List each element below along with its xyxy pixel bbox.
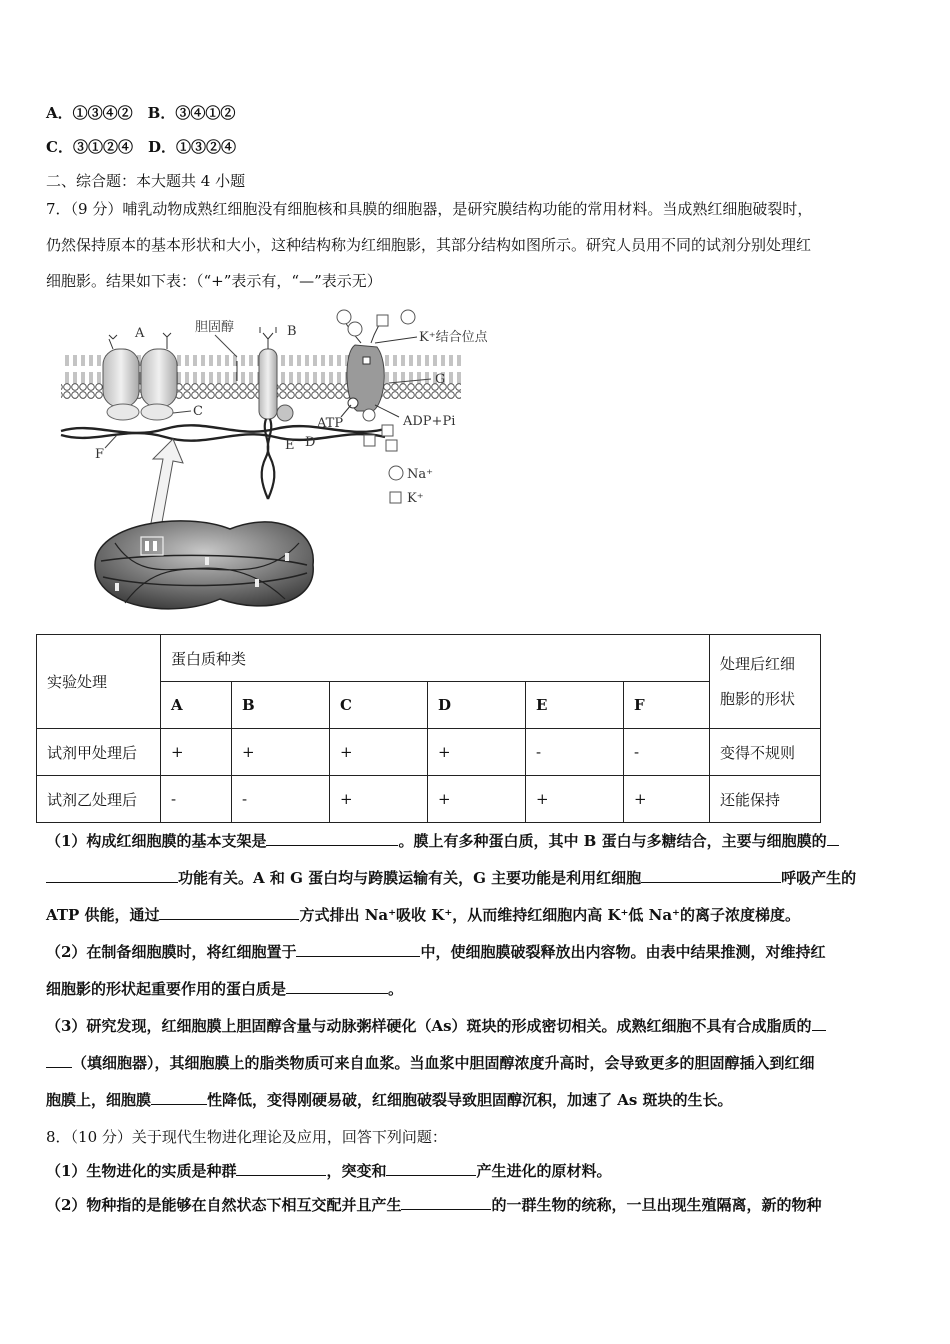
label-adp: ADP+Pi xyxy=(403,414,456,429)
label-e: E xyxy=(285,438,295,453)
header-protein-b: B xyxy=(232,682,330,729)
row-label: 试剂乙处理后 xyxy=(37,776,161,823)
header-protein-a: A xyxy=(161,682,232,729)
answer-blank[interactable] xyxy=(151,1090,207,1105)
q7-part2-line-2: 细胞影的形状起重要作用的蛋白质是 。 xyxy=(46,980,404,998)
q7-part2-line-1: （2）在制备细胞膜时，将红细胞置于 中，使细胞膜破裂释放出内容物。由表中结果推测，对维持红 xyxy=(46,943,826,961)
row-shape: 还能保持 xyxy=(710,776,821,823)
header-shape xyxy=(710,635,821,729)
header-shape-line-2: 胞影的形状 xyxy=(720,689,796,708)
table-cell: + xyxy=(232,729,330,776)
table-cell: + xyxy=(526,776,624,823)
legend-na-symbol xyxy=(389,466,403,480)
answer-blank[interactable] xyxy=(386,1161,476,1176)
table-cell: - xyxy=(161,776,232,823)
protein-d xyxy=(277,405,293,421)
answer-blank[interactable] xyxy=(401,1195,491,1210)
table-row xyxy=(37,776,821,823)
table-cell: + xyxy=(330,776,428,823)
label-d: D xyxy=(305,435,316,450)
q7-part1-line-3: ATP 供能，通过 方式排出 Na⁺吸收 K⁺，从而维持红细胞内高 K⁺低 Na⁺的离子浓度梯度。 xyxy=(46,906,800,924)
table-cell: + xyxy=(330,729,428,776)
q7-intro-line-3: 细胞影。结果如下表：（“+”表示有，“—”表示无） xyxy=(46,272,382,290)
header-protein-d: D xyxy=(428,682,526,729)
red-cell-illustration xyxy=(95,521,313,609)
legend-na-label: Na⁺ xyxy=(407,467,433,482)
q7-intro-line-2: 仍然保持原本的基本形状和大小，这种结构称为红细胞影，其部分结构如图所示。研究人员用不同的试剂分别处理红 xyxy=(46,236,812,254)
legend-k-label: K⁺ xyxy=(407,491,424,506)
answer-blank[interactable] xyxy=(46,868,178,883)
results-table xyxy=(36,634,821,823)
table-cell: - xyxy=(526,729,624,776)
protein-b xyxy=(259,349,277,419)
answer-blank[interactable] xyxy=(812,1016,826,1031)
label-a: A xyxy=(135,326,145,341)
answer-blank[interactable] xyxy=(159,905,299,920)
table-cell: + xyxy=(428,729,526,776)
q7-part1-line-1: （1）构成红细胞膜的基本支架是 。膜上有多种蛋白质，其中 B 蛋白与多糖结合，主要与细胞膜的 xyxy=(46,830,839,851)
header-shape-line-1: 处理后红细 xyxy=(720,654,796,673)
label-f: F xyxy=(95,447,105,462)
answer-blank[interactable] xyxy=(827,831,839,846)
q7-intro-line-1: 7．（9 分）哺乳动物成熟红细胞没有细胞核和具膜的细胞器，是研究膜结构功能的常用材料。当成熟红细胞破裂时， xyxy=(46,200,813,218)
table-cell: + xyxy=(161,729,232,776)
q7-part3-line-1: （3）研究发现，红细胞膜上胆固醇含量与动脉粥样硬化（As）斑块的形成密切相关。成熟红细胞不具有合成脂质的 xyxy=(46,1015,826,1036)
table-cell: - xyxy=(624,729,710,776)
q8-intro: 8．（10 分）关于现代生物进化理论及应用，回答下列问题： xyxy=(46,1128,447,1146)
header-protein-c: C xyxy=(330,682,428,729)
label-b: B xyxy=(287,324,297,339)
legend-k-symbol xyxy=(390,492,401,503)
label-cholesterol: 胆固醇 xyxy=(195,320,235,335)
q7-part3-line-3: 胞膜上，细胞膜 性降低，变得刚硬易破，红细胞破裂导致胆固醇沉积，加速了 As 斑块的生长。 xyxy=(46,1091,733,1109)
protein-a xyxy=(103,349,139,407)
row-shape: 变得不规则 xyxy=(710,729,821,776)
row-label: 试剂甲处理后 xyxy=(37,729,161,776)
label-g: G xyxy=(435,372,446,387)
answer-blank[interactable] xyxy=(286,979,388,994)
label-atp: ATP xyxy=(317,416,344,431)
label-k-site: K⁺结合位点 xyxy=(419,330,488,345)
header-protein-e: E xyxy=(526,682,624,729)
answer-blank[interactable] xyxy=(296,942,420,957)
membrane-diagram xyxy=(55,303,535,621)
q8-part1: （1）生物进化的实质是种群 ，突变和 产生进化的原材料。 xyxy=(46,1162,612,1180)
answer-blank[interactable] xyxy=(46,1053,72,1068)
header-treatment: 实验处理 xyxy=(37,635,161,729)
table-cell: + xyxy=(428,776,526,823)
answer-blank[interactable] xyxy=(266,831,398,846)
answer-blank[interactable] xyxy=(236,1161,326,1176)
q8-part2: （2）物种指的是能够在自然状态下相互交配并且产生 的一群生物的统称，一旦出现生殖隔离，新的物种 xyxy=(46,1196,822,1214)
label-c: C xyxy=(193,404,203,419)
option-line-1: A．①③④② B．③④①② xyxy=(46,104,236,122)
table-cell: - xyxy=(232,776,330,823)
table-cell: + xyxy=(624,776,710,823)
protein-c xyxy=(107,404,139,420)
table-row xyxy=(37,729,821,776)
header-protein-f: F xyxy=(624,682,710,729)
header-protein-types: 蛋白质种类 xyxy=(161,635,710,682)
q7-part1-line-2: 功能有关。A 和 G 蛋白均与跨膜运输有关，G 主要功能是利用红细胞 呼吸产生的 xyxy=(46,867,856,888)
q7-part3-line-2: （填细胞器），其细胞膜上的脂类物质可来自血浆。当血浆中胆固醇浓度升高时，会导致更多的胆固醇插入到红细 xyxy=(46,1052,815,1073)
option-line-2: C．③①②④ D．①③②④ xyxy=(46,138,236,156)
section-heading: 二、综合题：本大题共 4 小题 xyxy=(46,172,246,190)
answer-blank[interactable] xyxy=(641,868,781,883)
